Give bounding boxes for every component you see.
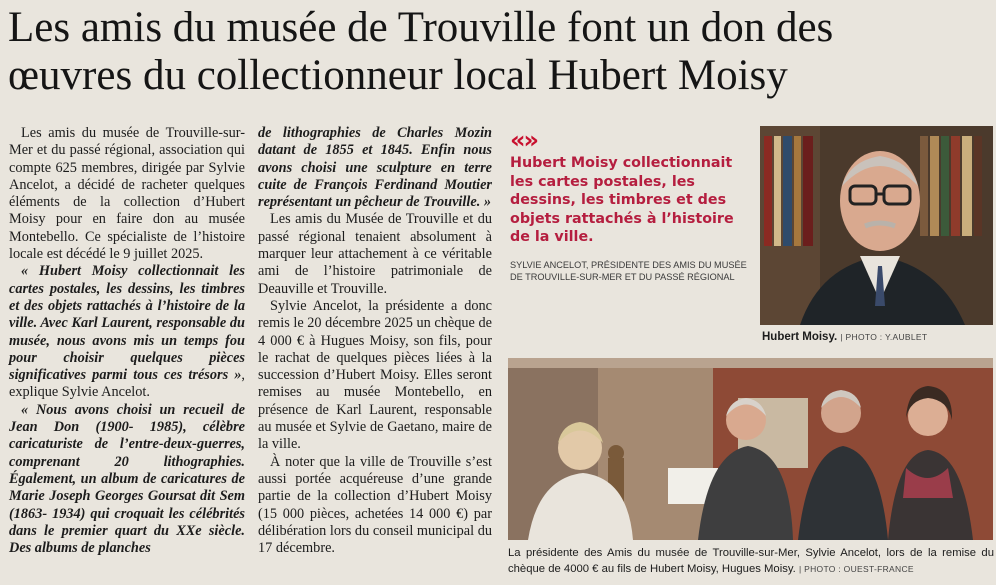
quote-marks-icon: «» xyxy=(510,126,538,154)
ceremony-illustration xyxy=(508,358,993,540)
quote-text: « Hubert Moisy collectionnait les cartes postales, les dessins, les timbres et des objets rattachés à l’histoire de la ville. Avec Karl Laurent, responsable du musée, nous avons mis un temps fou pour choisir quelques pièces significatives parmi tous ces trésors » xyxy=(9,263,245,384)
ceremony-caption xyxy=(508,546,994,577)
paragraph-quote-continued: de lithographies de Charles Mozin datant de 1855 et 1845. Enfin nous avons choisi une sculpture en terre cuite de François Ferdinand Moutier représentant un pêcheur de Trouville. » xyxy=(258,125,492,211)
paragraph-quote-2: « Nous avons choisi un recueil de Jean Don (1900- 1985), célèbre caricaturiste de l’entre-deux-guerres, comprenant 20 lithographies. Également, un album de caricatures de Marie Joseph Georges Goursat dit Sem (1863- 1934) qui croquait les célébrités dans le premier quart du XXe siècle. Des albums de planches xyxy=(9,401,245,557)
portrait-illustration xyxy=(760,126,993,325)
article-column-2 xyxy=(258,125,492,557)
ceremony-photo-credit: | PHOTO : OUEST-FRANCE xyxy=(798,563,914,574)
headline-line-1: Les amis du musée de Trouville font un don des xyxy=(8,4,834,51)
portrait-photo-credit: | PHOTO : Y.AUBLET xyxy=(840,332,928,342)
paragraph-city-acquisition: À noter que la ville de Trouville s’est aussi portée acquéreuse d’une grande partie de la collection d’Hubert Moisy (15 000 pièces, achetées 14 000 €) par délibération lors du conseil municipal du 17 décembre. xyxy=(258,453,492,557)
pull-quote-text: Hubert Moisy collectionnait les cartes postales, les dessins, les timbres et des objets rattachés à l’histoire de la ville. xyxy=(510,155,734,245)
quote-attribution: , explique Sylvie Ancelot. xyxy=(9,367,245,401)
pull-quote-caption: SYLVIE ANCELOT, PRÉSIDENTE DES AMIS DU MUSÉE DE TROUVILLE-SUR-MER ET DU PASSÉ RÉGIONAL xyxy=(510,259,747,282)
pull-quote xyxy=(510,128,750,284)
headline xyxy=(8,4,993,100)
portrait-photo xyxy=(760,126,993,325)
ceremony-caption-text: La présidente des Amis du musée de Trouville-sur-Mer, Sylvie Ancelot, lors de la remise du chèque de 4000 € au fils de Hubert Moisy, Hugues Moisy. xyxy=(508,547,994,575)
paragraph-attachment: Les amis du Musée de Trouville et du passé régional tenaient absolument à marquer leur attachement à ce véritable ami de l’histoire patrimoniale de Deauville et Trouville. xyxy=(258,211,492,297)
paragraph-intro: Les amis du musée de Trouville-sur-Mer et du passé régional, association qui compte 625 membres, dirigée par Sylvie Ancelot, a décidé de racheter quelques éléments de la collection d’Hubert Moisy pour en faire don au musée Montebello. Ce spécialiste de l’histoire locale est décédé le 9 juillet 2025. xyxy=(9,125,245,263)
paragraph-cheque: Sylvie Ancelot, la présidente a donc remis le 20 décembre 2025 un chèque de 4 000 € à Hugues Moisy, son fils, pour le rachat de quelques pièces liées à la succession d’Hubert Moisy. Elles seront remises au musée Montebello, en présence de Karl Laurent, responsable au musée et Sylvie de Gaetano, maire de la ville. xyxy=(258,297,492,453)
paragraph-quote-1 xyxy=(9,263,245,401)
headline-line-2: œuvres du collectionneur local Hubert Moisy xyxy=(8,52,788,99)
article-column-1 xyxy=(9,125,245,557)
portrait-caption-name: Hubert Moisy. xyxy=(762,331,838,343)
ceremony-photo xyxy=(508,358,993,540)
portrait-caption xyxy=(762,331,927,343)
